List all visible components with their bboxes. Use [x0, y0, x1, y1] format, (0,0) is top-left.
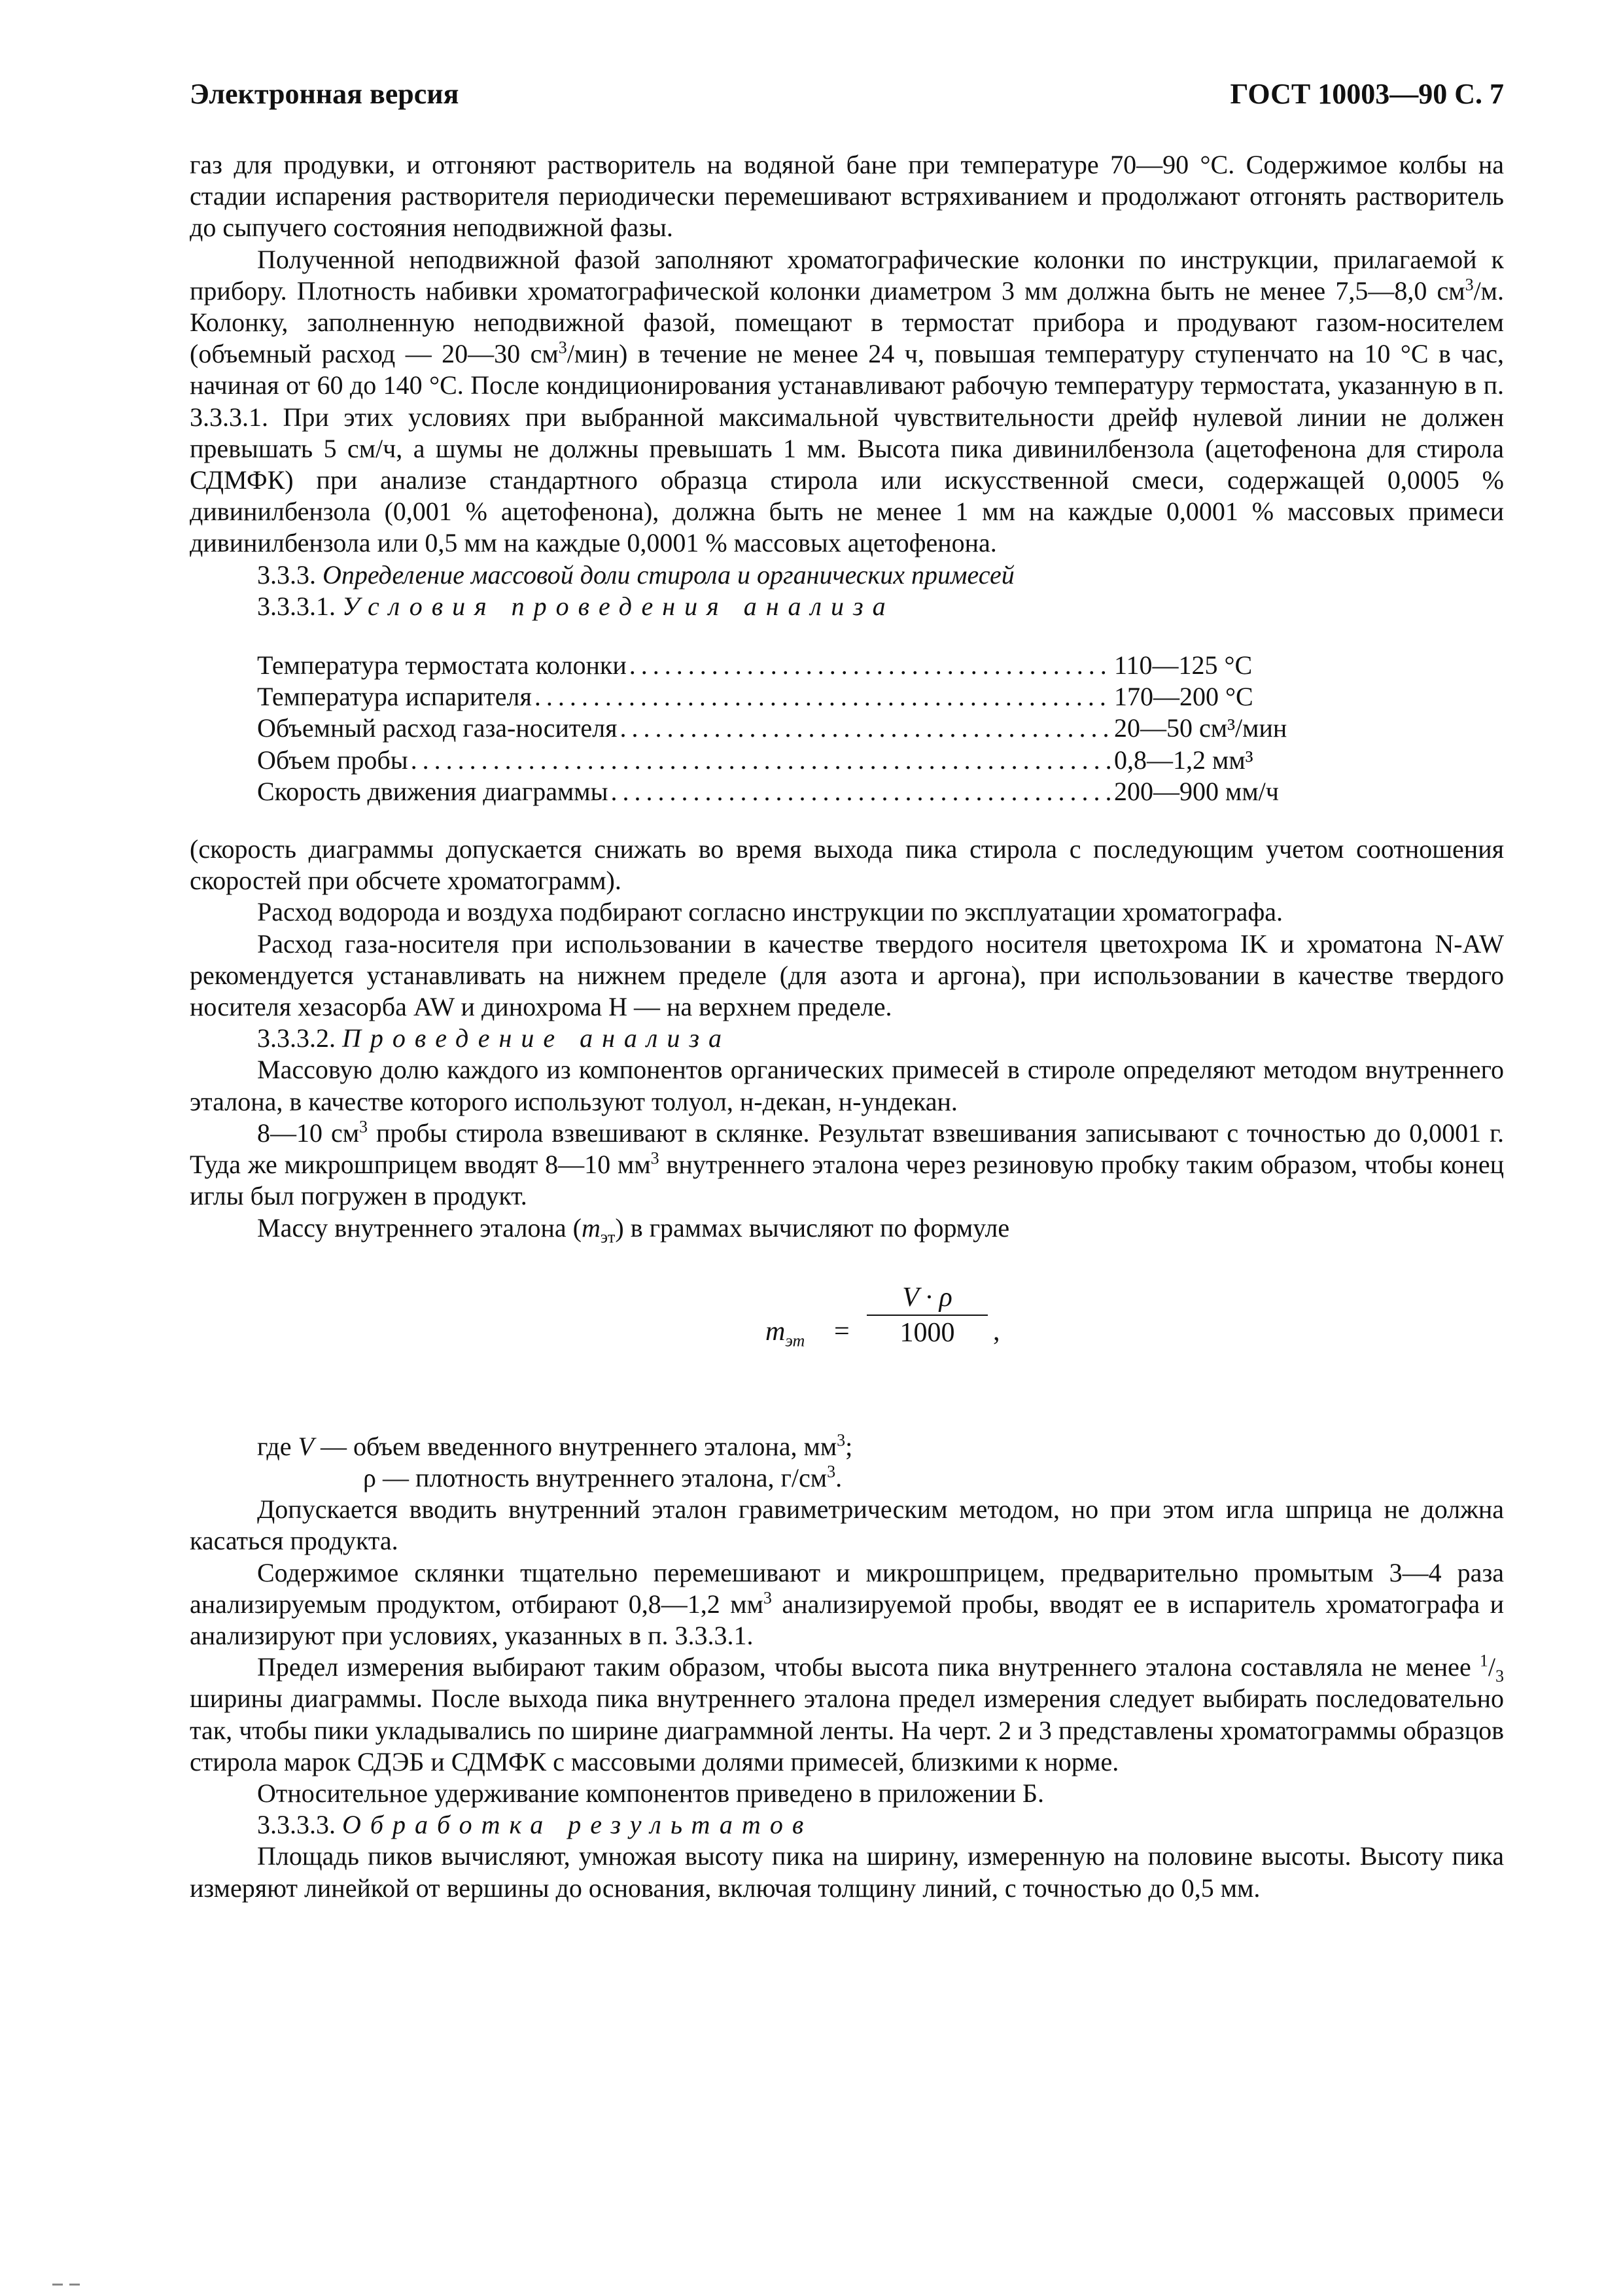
paragraph-2-part-a: Полученной неподвижной фазой заполняют хроматографические колонки по инструкции, прилагаемой к прибору. Плотность набивки хроматографической колонки диаметром 3 мм должна быть не менее 7,5—8,0 см — [190, 244, 1504, 306]
paragraph-13: Площадь пиков вычисляют, умножая высоту пика на ширину, измеренную на половине высоты. Высоту пика измеряют линейкой от вершины до основания, включая толщину линий, с точностью до 0,5 мм. — [190, 1841, 1504, 1903]
document-body — [190, 149, 1504, 1904]
paragraph-1: газ для продувки, и отгоняют растворитель на водяной бане при температуре 70—90 °С. Содержимое колбы на стадии испарения растворителя периодически перемешивают встряхиванием и продолжают отгонять растворитель до сыпучего состояния неподвижной фазы. — [190, 150, 1504, 243]
paragraph-7 — [190, 1118, 1504, 1212]
condition-value: 170—200 °С — [1114, 682, 1253, 712]
formula-fraction — [867, 1282, 988, 1349]
superscript-3: 3 — [837, 1430, 846, 1450]
section-title: Обработка результатов — [342, 1810, 813, 1840]
condition-value: 110—125 °С — [1114, 650, 1253, 680]
paragraph-9: Допускается вводить внутренний эталон гравиметрическим методом, но при этом игла шприца не должна касаться продукта. — [190, 1494, 1504, 1556]
page-header — [190, 77, 1504, 130]
where-line-1 — [190, 1431, 1504, 1462]
formula-numerator: V · ρ — [867, 1282, 988, 1316]
header-standard-page: ГОСТ 10003—90 С. 7 — [1230, 78, 1504, 110]
superscript-3: 3 — [827, 1462, 836, 1481]
condition-label: Объем пробы — [257, 745, 408, 775]
paragraph-7-part-b: пробы стирола взвешивают в склянке. Результат взвешивания записывают с точностью до 0,0001 г. Туда же микрошприцем вводят 8—10 мм — [190, 1118, 1505, 1180]
section-title: Условия проведения анализа — [342, 591, 895, 621]
condition-value: 0,8—1,2 мм³ — [1114, 745, 1253, 775]
condition-value: 20—50 см³/мин — [1114, 713, 1287, 743]
condition-row — [257, 650, 1317, 681]
paragraph-2 — [190, 244, 1504, 559]
semicolon: ; — [845, 1431, 853, 1461]
section-3-3-3-3-heading — [190, 1809, 1504, 1841]
formula-comma: , — [993, 1316, 1000, 1347]
paragraph-7-part-a: 8—10 см — [257, 1118, 360, 1148]
paragraph-3: (скорость диаграммы допускается снижать во время выхода пика стирола с последующим учетом соотношения скоростей при обсчете хроматограмм). — [190, 834, 1504, 896]
where-line-2 — [190, 1462, 1504, 1494]
paragraph-6: Массовую долю каждого из компонентов органических примесей в стироле определяют методом внутреннего эталона, в качестве которого используют толуол, н-декан, н-ундекан. — [190, 1055, 1504, 1116]
section-number: 3.3.3.3. — [257, 1810, 336, 1840]
leader-dots — [411, 745, 1111, 776]
paragraph-11: Предел измерения выбирают таким образом, чтобы высота пика внутреннего эталона составляла не менее $^1/_3$ ширины диаграммы. После выхода пика внутреннего эталона предел измерения следует выбирать последовательно так, чтобы пики укладывались по ширине диаграммной ленты. На черт. 2 и 3 представлены хроматограммы образцов стирола марок СДЭБ и СДМФК с массовыми долями примесей, близкими к норме. — [190, 1651, 1504, 1776]
condition-row — [257, 681, 1317, 713]
superscript-3: 3 — [763, 1588, 772, 1608]
section-title: Проведение анализа — [342, 1023, 731, 1053]
section-number: 3.3.3.1. — [257, 591, 336, 621]
paragraph-10-part-b: анализируемой пробы, вводят ее в испаритель хроматографа и анализируют при условиях, указанных в п. 3.3.3.1. — [190, 1589, 1505, 1650]
paragraph-2-part-c: /мин) в течение не менее 24 ч, повышая температуру ступенчато на 10 °С в час, начиная от 60 до 140 °С. После кондиционирования устанавливают рабочую температуру термостата, указанную в п. 3.3.3.1. При этих условиях при выбранной максимальной чувствительности дрейф нулевой линии не должен превышать 5 см/ч, а шумы не должны превышать 1 мм. Высота пика дивинилбензола (ацетофенона для стирола СДМФК) при анализе стандартного образца стирола или искусственной смеси, содержащей 0,0005 % дивинилбензола (0,001 % ацетофенона), должна быть не менее 1 мм на каждые 0,0001 % массовых примеси дивинилбензола или 0,5 мм на каждые 0,0001 % массовых ацетофенона. — [190, 339, 1504, 558]
section-title: Определение массовой доли стирола и органических примесей — [323, 559, 1015, 590]
header-edition-label: Электронная версия — [190, 78, 459, 110]
condition-label: Скорость движения диаграммы — [257, 776, 608, 806]
paragraph-11-part-a: Предел измерения выбирают таким образом, чтобы высота пика внутреннего эталона составляла не менее — [257, 1652, 1480, 1682]
condition-value: 200—900 мм/ч — [1114, 776, 1279, 806]
paragraph-8-part-b: ) в граммах вычисляют по формуле — [615, 1212, 1010, 1243]
condition-row — [257, 745, 1317, 776]
paragraph-8 — [190, 1212, 1504, 1244]
section-3-3-3-2-heading — [190, 1023, 1504, 1054]
fraction-denominator: 3 — [1495, 1667, 1504, 1686]
mass-formula — [190, 1267, 1504, 1405]
condition-row — [257, 776, 1317, 807]
section-number: 3.3.3. — [257, 559, 316, 590]
leader-dots — [610, 776, 1111, 807]
condition-label: Температура термостата колонки — [257, 650, 627, 680]
condition-label: Температура испарителя — [257, 682, 532, 712]
paragraph-8-part-a: Массу внутреннего эталона ( — [257, 1212, 582, 1243]
where-word: где — [257, 1431, 298, 1461]
leader-dots — [620, 713, 1111, 744]
formula-denominator: 1000 — [899, 1317, 955, 1348]
period: . — [835, 1462, 843, 1492]
paragraph-12: Относительное удерживание компонентов приведено в приложении Б. — [257, 1778, 1045, 1808]
scan-artifact-mark — [52, 2277, 98, 2281]
density-definition: ρ — плотность внутреннего эталона, г/см — [363, 1462, 828, 1492]
paragraph-10-part-a: Содержимое склянки тщательно перемешивают и микрошприцем, предварительно промытым 3—4 раза анализируемым продуктом, отбирают 0,8—1,2 мм — [190, 1557, 1504, 1619]
paragraph-2-part-b: /м. Колонку, заполненную неподвижной фазой, помещают в термостат прибора и продувают газом-носителем (объемный расход — 20—30 см — [190, 275, 1504, 369]
condition-label: Объемный расход газа-носителя — [257, 713, 618, 743]
section-number: 3.3.3.2. — [257, 1023, 336, 1053]
analysis-conditions-list — [257, 650, 1317, 807]
paragraph-5: Расход газа-носителя при использовании в качестве твердого носителя цветохрома IK и хроматона N-AW рекомендуется устанавливать на нижнем пределе (для азота и аргона), при использовании в качестве твердого носителя хезасорба AW и динохрома H — на верхнем пределе. — [190, 928, 1504, 1022]
mass-subscript: эт — [600, 1227, 616, 1246]
condition-row — [257, 713, 1317, 744]
formula-lhs-symbol: m — [765, 1316, 786, 1347]
superscript-3: 3 — [558, 338, 567, 357]
paragraph-11-part-b: ширины диаграммы. После выхода пика внутреннего эталона предел измерения следует выбирать последовательно так, чтобы пики укладывались по ширине диаграммной ленты. На черт. 2 и 3 представлены хроматограммы образцов стирола марок СДЭБ и СДМФК с массовыми долями примесей, близкими к норме. — [190, 1684, 1504, 1776]
mass-symbol: m — [581, 1212, 601, 1243]
section-3-3-3-heading — [190, 559, 1504, 591]
volume-symbol: V — [298, 1431, 314, 1461]
leader-dots — [534, 681, 1111, 713]
paragraph-7-part-c: внутреннего эталона через резиновую пробку таким образом, чтобы конец иглы был погружен в продукт. — [190, 1150, 1504, 1211]
leader-dots — [629, 650, 1111, 681]
paragraph-10 — [190, 1557, 1504, 1652]
formula-lhs — [765, 1316, 805, 1351]
formula-equals: = — [834, 1316, 850, 1347]
superscript-3: 3 — [650, 1148, 659, 1168]
paragraph-4: Расход водорода и воздуха подбирают согласно инструкции по эксплуатации хроматографа. — [257, 897, 1283, 927]
superscript-3: 3 — [1465, 275, 1474, 294]
section-3-3-3-1-heading — [190, 591, 1504, 622]
formula-lhs-subscript: эт — [785, 1331, 805, 1351]
volume-definition: — объем введенного внутреннего эталона, мм — [313, 1431, 837, 1461]
superscript-3: 3 — [359, 1117, 368, 1137]
fraction-numerator: 1 — [1479, 1651, 1488, 1670]
